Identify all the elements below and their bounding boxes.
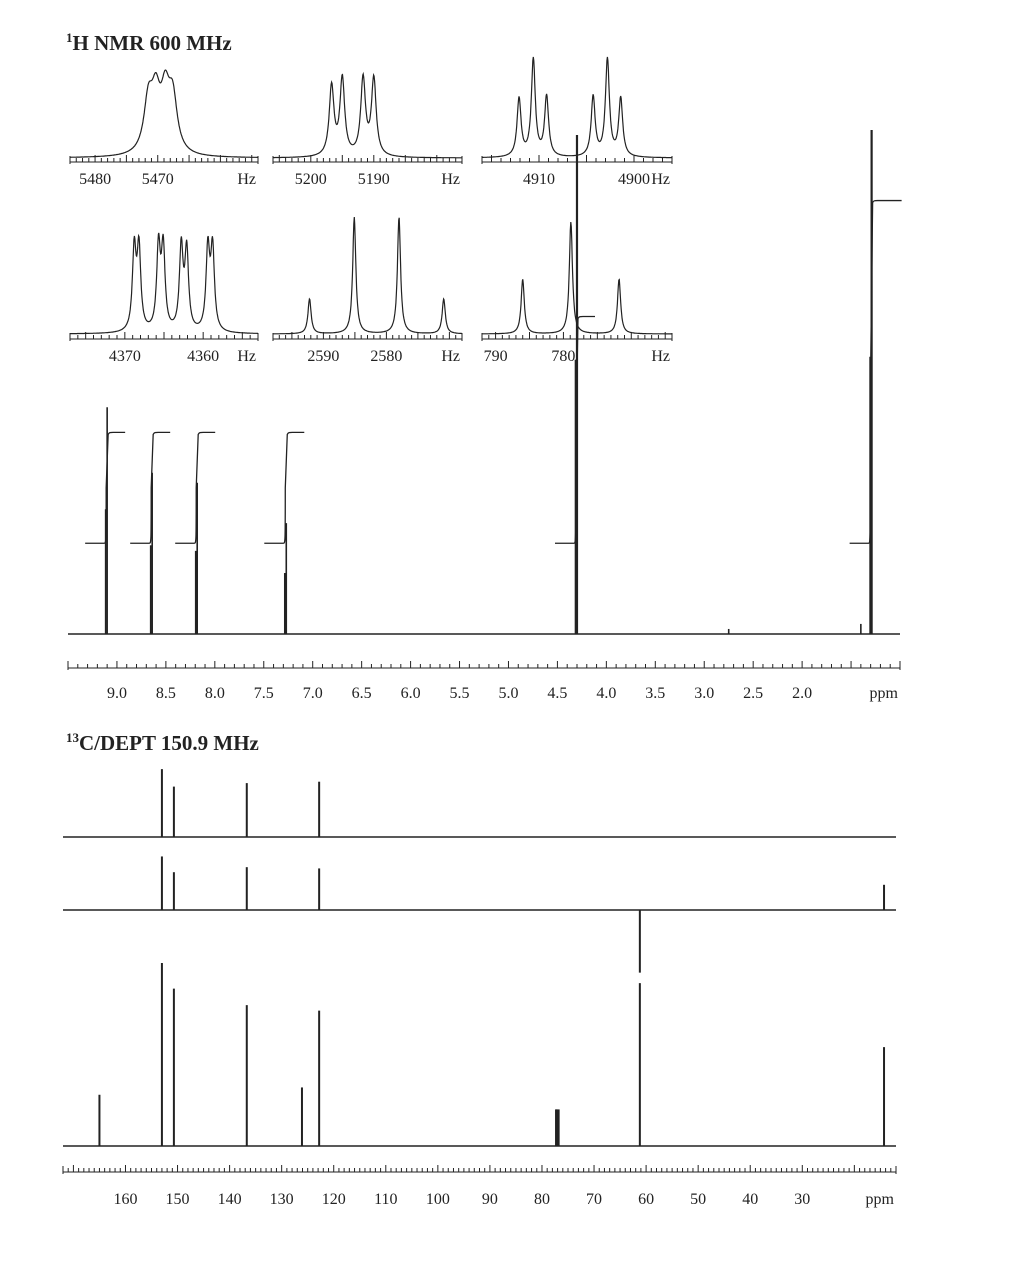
c13-broadband-tick-label: 60 [638,1191,655,1208]
h1-expansion-6-unit-label: Hz [651,348,670,365]
h1-expansion-6-tick-label: 780 [551,348,576,365]
h1-title [66,30,232,55]
h1-expansion-6-tick-label: 790 [483,348,508,365]
c13-broadband-tick-label: 40 [742,1191,759,1208]
h1-full-spectrum-tick-label: 5.5 [449,685,470,702]
c13-spectra [63,769,896,1208]
c13-broadband-tick-label: 110 [374,1191,398,1208]
h1-full-spectrum-tick-label: 7.5 [253,685,274,702]
h1-expansion-2-tick-label: 5200 [294,171,327,188]
c13-title [66,730,259,755]
c13-broadband-tick-label: 120 [321,1191,346,1208]
h1-integral [130,432,170,543]
h1-expansion-2-tick-label: 5190 [357,171,390,188]
c13-title-text: C/DEPT 150.9 MHz [79,731,259,755]
h1-full-spectrum-tick-label: 4.0 [596,685,617,702]
h1-expansion-2 [273,74,462,188]
h1-expansion-5-tick-label: 2580 [370,348,403,365]
h1-expansion-1-unit-label: Hz [237,171,256,188]
h1-expansion-1 [70,70,258,188]
h1-expansion-5 [273,217,462,365]
h1-full-spectrum-tick-label: 5.0 [498,685,519,702]
h1-full-spectrum-tick-label: 3.5 [645,685,666,702]
h1-title-superscript: 1 [66,30,73,45]
h1-full-spectrum [68,130,902,702]
c13-broadband-tick-label: 50 [690,1191,707,1208]
h1-expansion-1-tick-label: 5470 [141,171,174,188]
h1-full-spectrum-tick-label: 2.0 [792,685,813,702]
h1-full-spectrum-tick-label: 8.5 [155,685,176,702]
h1-expansion-5-trace [273,217,462,334]
h1-spectra [68,57,902,702]
h1-integral [264,432,304,543]
h1-full-spectrum-tick-label: 6.0 [400,685,421,702]
h1-full-spectrum-tick-label: 7.0 [302,685,323,702]
titles [66,30,259,755]
h1-expansion-3-unit-label: Hz [651,171,670,188]
c13-broadband-tick-label: 100 [425,1191,450,1208]
h1-expansion-4-tick-label: 4360 [187,348,220,365]
h1-full-spectrum-tick-label: 4.5 [547,685,568,702]
c13-broadband-tick-label: 140 [217,1191,242,1208]
h1-title-text: H NMR 600 MHz [72,31,232,55]
h1-integral [175,432,215,543]
c13-broadband-unit-label: ppm [865,1191,894,1208]
c13-broadband-tick-label: 90 [481,1191,498,1208]
h1-expansion-4-unit-label: Hz [237,348,256,365]
h1-expansion-1-trace [70,70,258,157]
h1-full-spectrum-tick-label: 6.5 [351,685,372,702]
h1-expansion-4-trace [70,233,258,334]
h1-expansion-2-trace [273,74,462,158]
h1-expansion-5-unit-label: Hz [441,348,460,365]
c13-broadband-tick-label: 80 [533,1191,550,1208]
h1-full-spectrum-unit-label: ppm [869,685,898,702]
h1-full-spectrum-tick-label: 3.0 [694,685,715,702]
c13-broadband-tick-label: 160 [113,1191,138,1208]
h1-expansion-2-unit-label: Hz [441,171,460,188]
c13-broadband-tick-label: 150 [165,1191,190,1208]
c13-broadband [63,963,896,1208]
h1-expansion-1-tick-label: 5480 [79,171,112,188]
c13-title-superscript: 13 [66,730,79,745]
h1-expansion-3-tick-label: 4910 [523,171,555,188]
h1-expansion-4 [70,233,258,365]
c13-broadband-tick-label: 70 [586,1191,603,1208]
c13-broadband-tick-label: 30 [794,1191,811,1208]
h1-expansion-3-tick-label: 4900 [618,171,650,188]
h1-integral [850,201,902,544]
h1-full-spectrum-tick-label: 8.0 [204,685,225,702]
h1-expansion-5-tick-label: 2590 [307,348,340,365]
c13-dept135 [63,856,896,972]
c13-dept90 [63,769,896,837]
c13-broadband-tick-label: 130 [269,1191,294,1208]
h1-expansion-4-tick-label: 4370 [108,348,141,365]
h1-full-spectrum-tick-label: 2.5 [743,685,764,702]
h1-full-spectrum-tick-label: 9.0 [106,685,127,702]
